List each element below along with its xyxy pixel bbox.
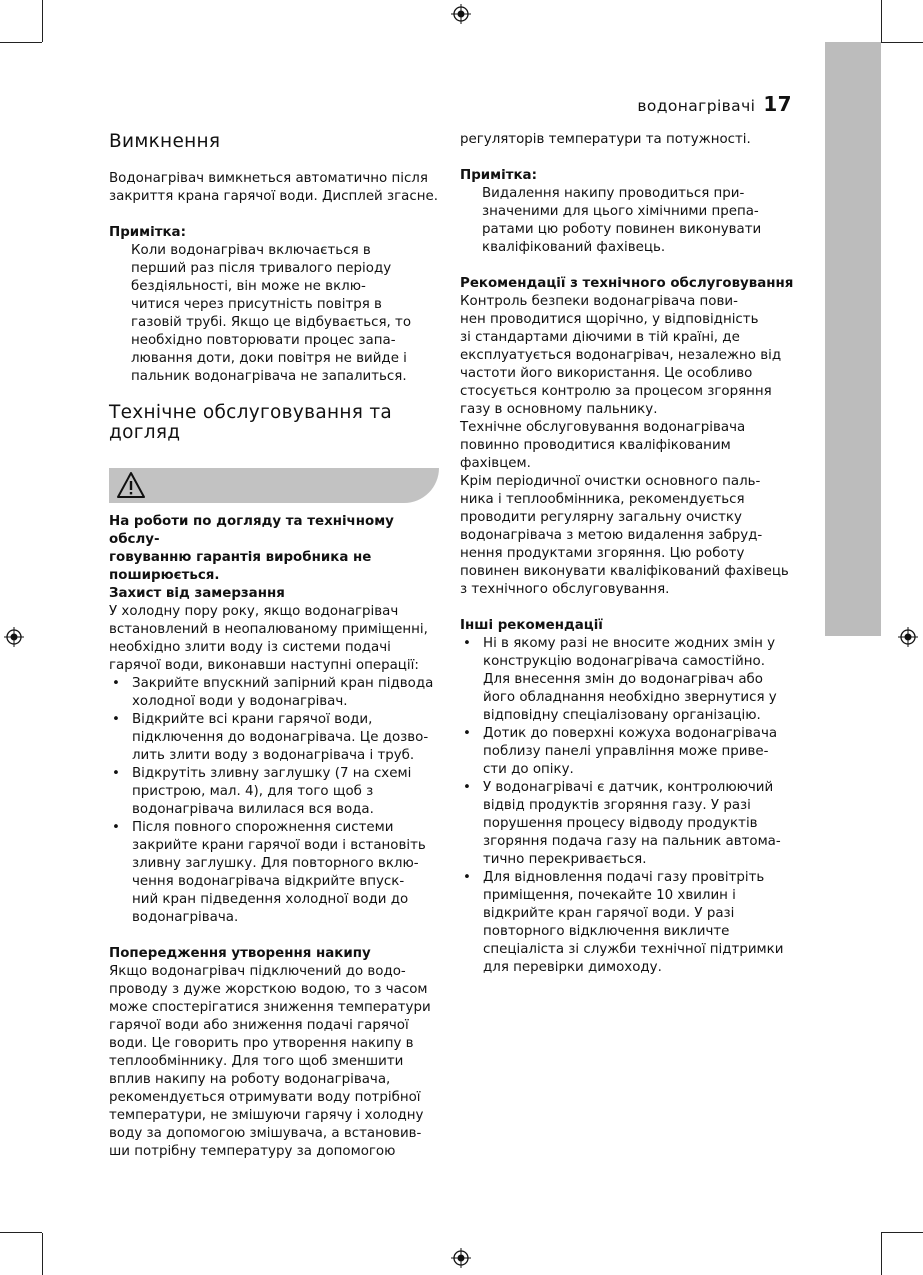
note-line: перший раз після тривалого періоду [131,261,392,276]
list-item [460,779,800,869]
list-item [109,819,444,927]
page-header [637,92,792,116]
note-body [460,185,800,257]
warranty-warning [109,513,444,585]
crop-mark [881,0,882,42]
paragraph-line: Крім періодичної очистки основного паль- [460,474,761,489]
list-item [109,675,444,711]
freeze-steps-list [109,675,444,927]
note-line: пальник водонагрівача не запалиться. [131,369,407,384]
list-item [109,765,444,819]
list-item [109,711,444,765]
list-item-line: зливну заглушку. Для повторного вклю- [132,856,419,871]
note-line: необхідно повторювати процес запа- [131,333,396,348]
warning-line: поширюється. [109,568,220,583]
list-item-line: чення водонагрівача відкрийте впуск- [132,874,405,889]
note-line: значеними для цього хімічними препа- [482,204,759,219]
list-item-line: водонагрівача вилилася вся вода. [132,802,374,817]
list-item-line: ний кран підведення холодної води до [132,892,409,907]
registration-mark-icon [898,627,918,647]
list-item-line: підключення до водонагрівача. Це дозво- [132,730,429,745]
crop-mark [0,1232,42,1233]
note-label: Примітка: [109,225,186,240]
paragraph-line: Якщо водонагрівач підключений до водо- [109,964,406,979]
page-number: 17 [763,92,792,116]
section-off [109,132,444,386]
paragraph-line: Контроль безпеки водонагрівача пови- [460,294,738,309]
paragraph-line: води. Це говорить про утворення накипу в [109,1036,414,1051]
note-line: читися через присутність повітря в [131,297,382,312]
paragraph-line: експлуатується водонагрівач, незалежно від [460,348,782,363]
crop-mark [881,1232,923,1233]
paragraph-line: проводити регулярну загальну очистку [460,510,742,525]
paragraph-line: проводу з дуже жорсткою водою, то з часом [109,982,428,997]
side-tab [825,42,881,636]
list-item [460,725,800,779]
note-label: Примітка: [460,168,537,183]
paragraph-line: повинен виконувати кваліфікований фахівець [460,564,789,579]
paragraph-line: стосується контролю за процесом згоряння [460,384,772,399]
list-item-line: лить злити воду з водонагрівача і труб. [132,748,415,763]
list-item-line: • Після повного спорожнення системи [132,820,394,835]
paragraph-line: регуляторів температури та потужності. [460,132,751,147]
list-item-line: • Ні в якому разі не вносите жодних змін у [483,636,776,651]
note-line: лювання доти, доки повітря не вийде і [131,351,407,366]
paragraph-line: газу в основному пальнику. [460,402,658,417]
paragraph-line: повинно проводитися кваліфікованим [460,438,731,453]
note-line: Коли водонагрівач включається в [131,243,371,258]
crop-mark [42,1233,43,1275]
paragraph-line: У холодну пору року, якщо водонагрівач [109,604,399,619]
list-item-line: відкрийте кран гарячої води. У разі [483,906,735,921]
paragraph-line: ника і теплообмінника, рекомендується [460,492,745,507]
paragraph-line: з технічного обслуговування. [460,582,670,597]
list-item-line: Для внесення змін до водонагрівач або [483,672,763,687]
subsection-heading: Попередження утворення накипу [109,946,371,961]
paragraph-line: водонагрівача з метою видалення забруд- [460,528,763,543]
list-item-line: тично перекривається. [483,852,647,867]
list-item-line: поблизу панелі управління може приве- [483,744,769,759]
warning-triangle-icon [116,471,146,499]
list-item-line: конструкцію водонагрівача самостійно. [483,654,765,669]
note-line: ратами цю роботу повинен виконувати [482,222,762,237]
registration-mark-icon [451,1248,471,1268]
list-item-line: холодної води у водонагрівач. [132,694,348,709]
paragraph-line: частоти його використання. Це особливо [460,366,753,381]
section-heading: догляд [109,422,181,443]
paragraph-line: температури, не змішуючи гарячу і холодну [109,1108,424,1123]
list-item-line: його обладнання необхідно звернутися у [483,690,777,705]
header-title: водонагрівачі [637,97,756,115]
paragraph-line: гарячої води, виконавши наступні операції: [109,658,419,673]
list-item-line: приміщення, почекайте 10 хвилин і [483,888,736,903]
paragraph-line: нення продуктами згоряння. Цю роботу [460,546,745,561]
registration-mark-icon [451,4,471,24]
list-item-line: згоряння подача газу на пальник автома- [483,834,781,849]
list-item-line: • Закрийте впускний запірний кран підвода [132,676,434,691]
note-line: Видалення накипу проводиться при- [482,186,745,201]
paragraph-line: вплив накипу на роботу водонагрівача, [109,1072,391,1087]
list-item-line: • Відкрутіть зливну заглушку (7 на схемі [132,766,412,781]
list-item-line: сти до опіку. [483,762,574,777]
list-item-line: спеціаліста зі служби технічної підтримки [483,942,784,957]
right-column [460,131,800,977]
warning-line: На роботи по догляду та технічному обслу- [109,514,394,547]
paragraph-line: зі стандартами діючими в тій країні, де [460,330,740,345]
other-recommendations-list [460,635,800,977]
section-freeze [109,585,444,927]
subsection-heading: Рекомендації з технічного обслуговування [460,276,794,291]
section-heading: Вимкнення [109,131,221,152]
list-item-line: для перевірки димоходу. [483,960,662,975]
paragraph-line: фахівцем. [460,456,531,471]
section-heading: Технічне обслуговування та [109,402,393,423]
paragraph-line: воду за допомогою змішувача, а встановив- [109,1126,422,1141]
list-item-line: • Відкрийте всі крани гарячої води, [132,712,373,727]
list-item-line: порушення процесу відводу продуктів [483,816,758,831]
subsection-heading: Захист від замерзання [109,586,285,601]
paragraph-line: Водонагрівач вимкнеться автоматично після [109,171,428,186]
note-line: бездіяльності, він може не вклю- [131,279,366,294]
note-body [109,242,444,386]
crop-mark [42,0,43,42]
paragraph-line: теплообміннику. Для того щоб зменшити [109,1054,404,1069]
paragraph-line: закриття крана гарячої води. Дисплей згасне. [109,189,438,204]
list-item-line: водонагрівача. [132,910,239,925]
list-item-line: • У водонагрівачі є датчик, контролюючий [483,780,774,795]
crop-mark [881,1233,882,1275]
list-item-line: пристрою, мал. 4), для того щоб з [132,784,374,799]
list-item-line: відвід продуктів згоряння газу. У разі [483,798,751,813]
subsection-heading: Інші рекомендації [460,618,603,633]
paragraph-line: встановлений в неопалюваному приміщенні, [109,622,428,637]
section-scale [109,945,444,1161]
paragraph-line: нен проводитися щорічно, у відповідність [460,312,759,327]
paragraph-line: необхідно злити воду із системи подачі [109,640,391,655]
list-item-line: повторного відключення викличте [483,924,730,939]
registration-mark-icon [4,627,24,647]
paragraph-line: може спостерігатися зниження температури [109,1000,431,1015]
note-line: газовій трубі. Якщо це відбувається, то [131,315,412,330]
list-item-line: відповідну спеціалізовану організацію. [483,708,761,723]
list-item-line: • Дотик до поверхні кожуха водонагрівача [483,726,778,741]
warning-line: говуванню гарантія виробника не [109,550,372,565]
paragraph-line: Технічне обслуговування водонагрівача [460,420,746,435]
paragraph-line: ши потрібну температуру за допомогою [109,1144,396,1159]
note-line: кваліфікований фахівець. [482,240,666,255]
list-item [460,635,800,725]
crop-mark [0,42,42,43]
paragraph-line: гарячої води або зниження подачі гарячої [109,1018,409,1033]
list-item [460,869,800,977]
section-maintenance [109,403,444,443]
warning-bar [109,468,439,503]
paragraph-line: рекомендується отримувати воду потрібної [109,1090,421,1105]
list-item-line: • Для відновлення подачі газу провітріть [483,870,765,885]
crop-mark [881,42,923,43]
list-item-line: закрийте крани гарячої води і встановіть [132,838,426,853]
